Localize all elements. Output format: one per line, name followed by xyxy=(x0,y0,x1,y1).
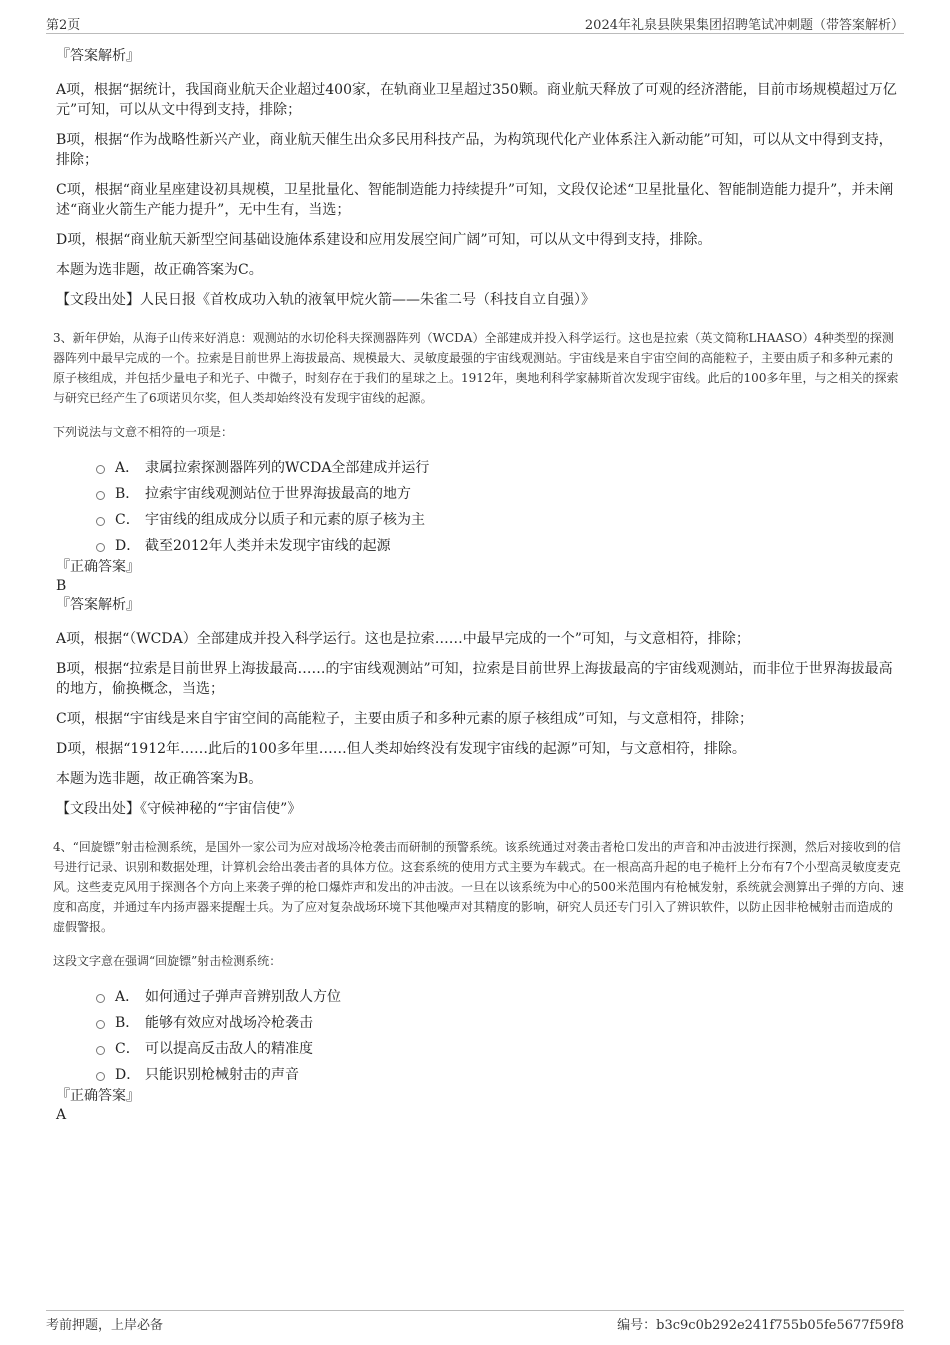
option-a[interactable]: A． 如何通过子弹声音辨别敌人方位 xyxy=(96,983,904,1009)
analysis-label: 『答案解析』 xyxy=(56,597,140,613)
header-divider xyxy=(46,33,904,34)
analysis-paragraph: C项，根据“宇宙线是来自宇宙空间的高能粒子，主要由质子和多种元素的原子核组成”可知，与文意相符，排除； xyxy=(56,711,754,727)
analysis-paragraph: B项，根据“作为战略性新兴产业，商业航天催生出众多民用科技产品，为构筑现代化产业体系注入新动能”可知，可以从文中得到支持，排除； xyxy=(56,132,893,168)
option-c[interactable]: C． 宇宙线的组成成分以质子和元素的原子核为主 xyxy=(96,506,904,532)
option-list xyxy=(96,454,904,558)
radio-icon[interactable] xyxy=(96,1072,105,1081)
page-footer xyxy=(46,1314,904,1334)
page-header xyxy=(46,14,904,34)
radio-icon[interactable] xyxy=(96,465,105,474)
analysis-paragraph: D项，根据“商业航天新型空间基础设施体系建设和应用发展空间广阔”可知，可以从文中得到支持，排除。 xyxy=(56,232,712,248)
option-a[interactable]: A． 隶属拉索探测器阵列的WCDA全部建成并运行 xyxy=(96,454,904,480)
radio-icon[interactable] xyxy=(96,1020,105,1029)
radio-icon[interactable] xyxy=(96,491,105,500)
option-b[interactable]: B． 能够有效应对战场冷枪袭击 xyxy=(96,1009,904,1035)
footer-slogan: 考前押题，上岸必备 xyxy=(46,1318,164,1333)
analysis-paragraph: A项，根据“据统计，我国商业航天企业超过400家，在轨商业卫星超过350颗。商业航天释放了可观的经济潜能，目前市场规模超过万亿元”可知，可以从文中得到支持，排除； xyxy=(56,82,897,118)
correct-answer-label: 『正确答案』 xyxy=(56,1088,140,1104)
question-passage: 4、“回旋镖”射击检测系统，是国外一家公司为应对战场冷枪袭击而研制的预警系统。该系统通过对袭击者枪口发出的声音和冲击波进行探测，然后对接收到的信号进行记录、识别和数据处理，计算机会给出袭击者的具体方位。这套系统的使用方式主要为车载式。在一根高高升起的电子桅杆上分布有7个小型高灵敏度麦克风。这些麦克风用于探测各个方向上来袭子弹的枪口爆炸声和发出的冲击波。一旦在以该系统为中心的500米范围内有枪械发射，系统就会测算出子弹的方向、速度和高度，并通过车内扬声器来提醒士兵。为了应对复杂战场环境下其他噪声对其精度的影响，研究人员还专门引入了辨识软件，以防止因非枪械射击而造成的虚假警报。 xyxy=(53,840,904,934)
analysis-paragraph: C项，根据“商业星座建设初具规模，卫星批量化、智能制造能力持续提升”可知，文段仅论述“卫星批量化、智能制造能力提升”，并未阐述“商业火箭生产能力提升”，无中生有，当选； xyxy=(56,182,894,218)
page-content xyxy=(53,46,904,1125)
source-citation: 【文段出处】人民日报《首枚成功入轨的液氧甲烷火箭——朱雀二号（科技自立自强）》 xyxy=(56,292,595,308)
radio-icon[interactable] xyxy=(96,543,105,552)
option-d[interactable]: D． 只能识别枪械射击的声音 xyxy=(96,1061,904,1087)
question-stem: 这段文字意在强调“回旋镖”射击检测系统： xyxy=(53,954,282,968)
correct-answer: B xyxy=(56,578,67,594)
analysis-conclusion: 本题为选非题，故正确答案为C。 xyxy=(56,262,263,278)
option-d[interactable]: D． 截至2012年人类并未发现宇宙线的起源 xyxy=(96,532,904,558)
radio-icon[interactable] xyxy=(96,517,105,526)
radio-icon[interactable] xyxy=(96,994,105,1003)
option-b[interactable]: B． 拉索宇宙线观测站位于世界海拔最高的地方 xyxy=(96,480,904,506)
document-title: 2024年礼泉县陕果集团招聘笔试冲刺题（带答案解析） xyxy=(584,18,904,33)
option-list xyxy=(96,983,904,1087)
footer-divider xyxy=(46,1310,904,1311)
option-c[interactable]: C． 可以提高反击敌人的精准度 xyxy=(96,1035,904,1061)
analysis-paragraph: D项，根据“1912年……此后的100多年里……但人类却始终没有发现宇宙线的起源”可知，与文意相符，排除。 xyxy=(56,741,746,757)
correct-answer: A xyxy=(56,1107,67,1123)
page-number: 第2页 xyxy=(46,18,81,33)
question-passage: 3、新年伊始，从海子山传来好消息：观测站的水切伦科夫探测器阵列（WCDA）全部建成并投入科学运行。这也是拉索（英文简称LHAASO）4种类型的探测器阵列中最早完成的一个。拉索是目前世界上海拔最高、规模最大、灵敏度最强的宇宙线观测站。宇宙线是来自宇宙空间的高能粒子，主要由质子和多种元素的原子核组成，并包括少量电子和光子、中微子，时刻存在于我们的星球之上。1912年，奥地利科学家赫斯首次发现宇宙线。此后的100多年里，与之相关的探索与研究已经产生了6项诺贝尔奖，但人类却始终没有发现宇宙线的起源。 xyxy=(53,331,899,405)
analysis-paragraph: A项，根据“（WCDA）全部建成并投入科学运行。这也是拉索……中最早完成的一个”可知，与文意相符，排除； xyxy=(56,631,750,647)
source-citation: 【文段出处】《守候神秘的“宇宙信使”》 xyxy=(56,801,302,817)
question-stem: 下列说法与文意不相符的一项是： xyxy=(53,425,234,439)
analysis-label: 『答案解析』 xyxy=(56,48,140,64)
analysis-paragraph: B项，根据“拉索是目前世界上海拔最高……的宇宙线观测站”可知，拉索是目前世界上海拔最高的宇宙线观测站，而非位于世界海拔最高的地方，偷换概念，当选； xyxy=(56,661,893,697)
analysis-conclusion: 本题为选非题，故正确答案为B。 xyxy=(56,771,263,787)
radio-icon[interactable] xyxy=(96,1046,105,1055)
document-code: 编号：b3c9c0b292e241f755b05fe5677f59f8 xyxy=(617,1318,904,1333)
correct-answer-label: 『正确答案』 xyxy=(56,559,140,575)
